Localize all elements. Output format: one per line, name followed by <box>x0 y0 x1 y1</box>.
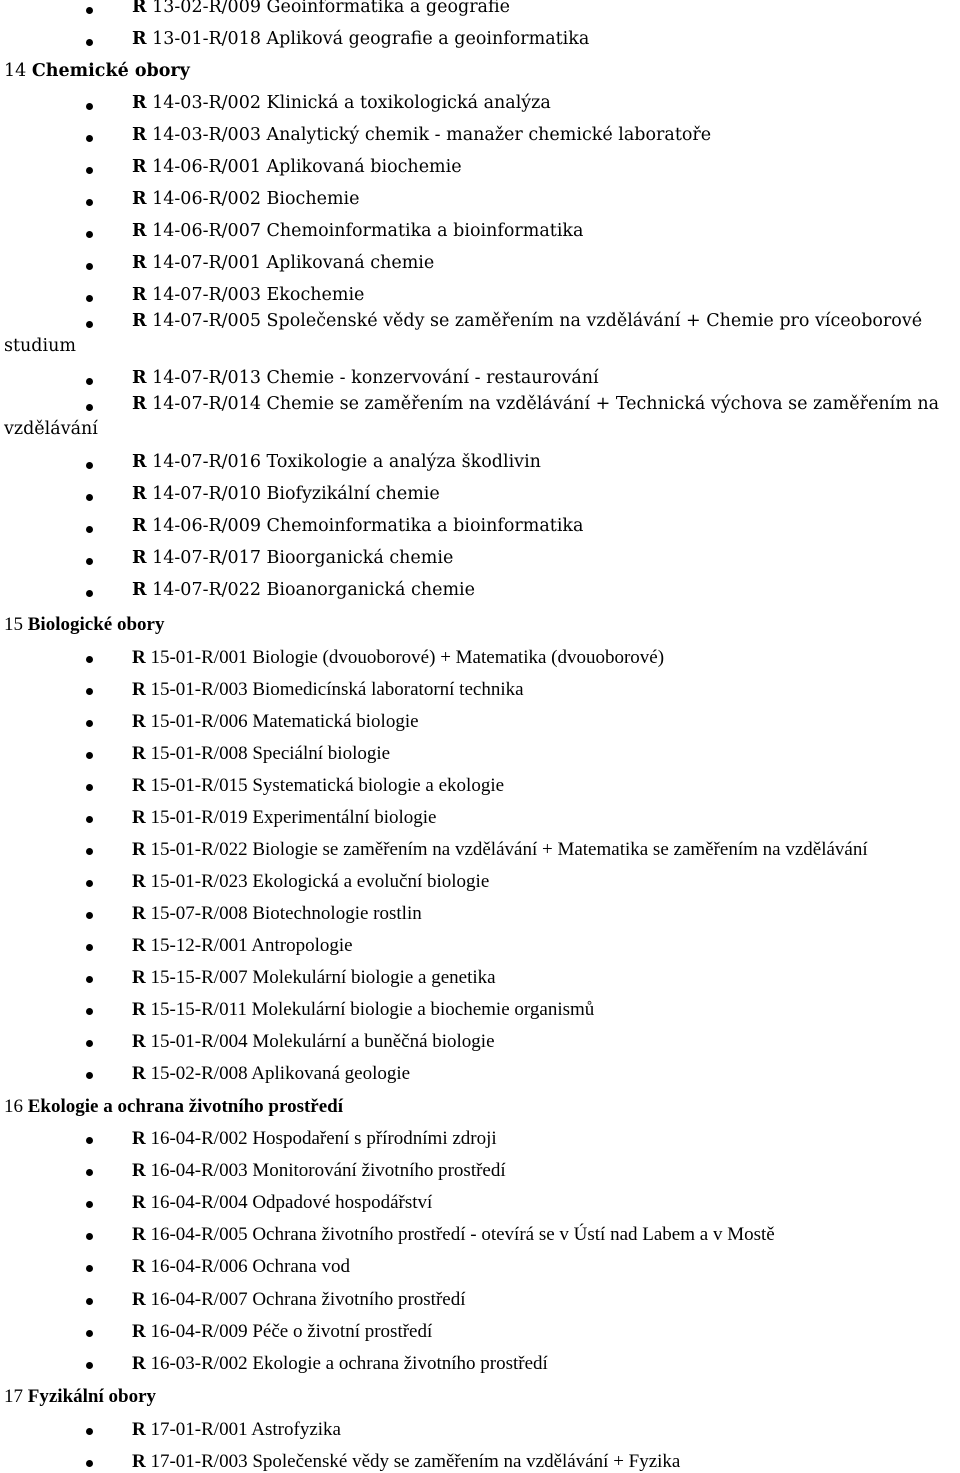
program-type-code: R <box>132 839 146 860</box>
list-item <box>132 287 364 305</box>
bullet-icon <box>86 404 93 411</box>
list-item <box>132 31 589 49</box>
list-item <box>132 1354 548 1373</box>
bullet-icon <box>86 912 93 919</box>
program-type-code: R <box>132 967 146 988</box>
program-name: 14-06-R/009 Chemoinformatika a bioinformatika <box>152 516 584 536</box>
program-name: 15-01-R/006 Matematická biologie <box>150 711 419 732</box>
program-name: 14-07-R/010 Biofyzikální chemie <box>152 484 440 504</box>
program-type-code: R <box>132 1256 146 1277</box>
list-item <box>132 1257 350 1276</box>
program-type-code: R <box>132 157 147 177</box>
program-type-code: R <box>132 999 146 1020</box>
program-type-code: R <box>132 253 147 273</box>
program-name: 14-07-R/003 Ekochemie <box>152 285 365 305</box>
list-item <box>132 1000 594 1019</box>
list-item <box>132 776 504 795</box>
program-type-code: R <box>132 1031 146 1052</box>
list-item <box>132 1322 432 1341</box>
program-name: 14-07-R/013 Chemie - konzervování - restaurování <box>152 368 599 388</box>
program-type-code: R <box>132 1224 146 1245</box>
list-item <box>132 550 453 568</box>
list-item <box>132 1452 680 1471</box>
list-item <box>132 840 868 859</box>
program-name: 15-01-R/008 Speciální biologie <box>150 743 391 764</box>
bullet-icon <box>86 688 93 695</box>
bullet-icon <box>86 1008 93 1015</box>
bullet-icon <box>86 1040 93 1047</box>
list-item <box>132 95 551 113</box>
section-title: Fyzikální obory <box>27 1386 157 1407</box>
list-item <box>132 191 360 209</box>
bullet-icon <box>86 295 93 302</box>
bullet-icon <box>86 1362 93 1369</box>
program-name: 16-04-R/005 Ochrana životního prostředí - otevírá se v Ústí nad Labem a v Mostě <box>150 1224 775 1245</box>
program-type-code: R <box>132 221 147 241</box>
bullet-icon <box>86 1298 93 1305</box>
bullet-icon <box>86 135 93 142</box>
bullet-icon <box>86 1201 93 1208</box>
list-item <box>132 486 440 504</box>
list-item <box>132 1032 495 1051</box>
program-type-code: R <box>132 871 146 892</box>
program-name: 16-03-R/002 Ekologie a ochrana životního prostředí <box>150 1353 548 1374</box>
list-item <box>132 744 390 763</box>
program-name: 14-03-R/003 Analytický chemik - manažer chemické laboratoře <box>152 125 712 145</box>
bullet-icon <box>86 167 93 174</box>
program-type-code: R <box>132 1063 146 1084</box>
list-item <box>132 1290 466 1309</box>
program-name: 14-07-R/016 Toxikologie a analýza škodlivin <box>152 452 541 472</box>
program-type-code: R <box>132 29 147 49</box>
program-name: 14-06-R/002 Biochemie <box>152 189 360 209</box>
program-type-code: R <box>132 1419 146 1440</box>
program-type-code: R <box>132 484 147 504</box>
program-type-code: R <box>132 679 146 700</box>
program-name: 16-04-R/006 Ochrana vod <box>150 1256 350 1277</box>
program-name: 16-04-R/007 Ochrana životního prostředí <box>150 1289 466 1310</box>
bullet-icon <box>86 590 93 597</box>
program-name: 14-07-R/022 Bioanorganická chemie <box>152 580 476 600</box>
program-name: 14-07-R/014 Chemie se zaměřením na vzdělávání + Technická výchova se zaměřením na <box>152 394 940 414</box>
list-item <box>132 936 353 955</box>
list-item <box>132 127 711 145</box>
list-item <box>132 518 583 536</box>
bullet-icon <box>86 231 93 238</box>
list-item <box>132 1064 410 1083</box>
program-type-code: R <box>132 452 147 472</box>
program-type-code: R <box>132 1192 146 1213</box>
bullet-icon <box>86 1137 93 1144</box>
program-name: 16-04-R/004 Odpadové hospodářství <box>150 1192 433 1213</box>
bullet-icon <box>86 1265 93 1272</box>
program-type-code: R <box>132 1353 146 1374</box>
program-name: 17-01-R/003 Společenské vědy se zaměřením na vzdělávání + Fyzika <box>150 1451 681 1472</box>
program-type-code: R <box>132 93 147 113</box>
list-item <box>132 0 510 17</box>
program-name: 13-02-R/009 Geoinformatika a geografie <box>152 0 511 17</box>
program-name: 15-01-R/003 Biomedicínská laboratorní technika <box>150 679 524 700</box>
list-item <box>132 968 496 987</box>
list-item <box>132 680 524 699</box>
section-number: 17 <box>4 1386 23 1407</box>
list-item <box>132 1129 497 1148</box>
program-type-code: R <box>132 311 147 331</box>
section-number: 16 <box>4 1096 23 1117</box>
program-name: 17-01-R/001 Astrofyzika <box>150 1419 341 1440</box>
program-type-code: R <box>132 935 146 956</box>
program-name: 15-12-R/001 Antropologie <box>150 935 353 956</box>
bullet-icon <box>86 944 93 951</box>
list-item <box>132 1225 775 1244</box>
list-item <box>132 1420 341 1439</box>
program-name: 16-04-R/003 Monitorování životního prostředí <box>150 1160 506 1181</box>
program-type-code: R <box>132 807 146 828</box>
program-name: 15-01-R/019 Experimentální biologie <box>150 807 437 828</box>
bullet-icon <box>86 462 93 469</box>
program-name: 15-01-R/015 Systematická biologie a ekologie <box>150 775 505 796</box>
section-heading <box>4 1097 343 1116</box>
section-title: Ekologie a ochrana životního prostředí <box>27 1096 344 1117</box>
list-item <box>132 1193 432 1212</box>
program-name: 14-07-R/005 Společenské vědy se zaměřením na vzdělávání + Chemie pro víceoborové <box>152 311 923 331</box>
list-item <box>132 255 434 273</box>
bullet-icon <box>86 1330 93 1337</box>
program-name: 14-07-R/017 Bioorganická chemie <box>152 548 454 568</box>
bullet-icon <box>86 39 93 46</box>
program-name: 14-07-R/001 Aplikovaná chemie <box>152 253 435 273</box>
program-name: 15-01-R/022 Biologie se zaměřením na vzdělávání + Matematika se zaměřením na vzdělávání <box>150 839 868 860</box>
bullet-icon <box>86 784 93 791</box>
list-item <box>132 872 489 891</box>
program-name: 15-07-R/008 Biotechnologie rostlin <box>150 903 422 924</box>
bullet-icon <box>86 752 93 759</box>
program-type-code: R <box>132 548 147 568</box>
bullet-icon <box>86 263 93 270</box>
bullet-icon <box>86 976 93 983</box>
list-item <box>132 648 664 667</box>
program-name: 14-06-R/007 Chemoinformatika a bioinformatika <box>152 221 584 241</box>
section-heading <box>4 615 164 634</box>
bullet-icon <box>86 526 93 533</box>
bullet-icon <box>86 1233 93 1240</box>
program-type-code: R <box>132 516 147 536</box>
list-item <box>132 712 419 731</box>
program-name: 15-01-R/001 Biologie (dvouoborové) + Matematika (dvouoborové) <box>150 647 665 668</box>
program-type-code: R <box>132 1451 146 1472</box>
program-type-code: R <box>132 580 147 600</box>
bullet-icon <box>86 321 93 328</box>
program-type-code: R <box>132 743 146 764</box>
program-type-code: R <box>132 189 147 209</box>
section-heading <box>4 1387 156 1406</box>
program-type-code: R <box>132 125 147 145</box>
bullet-icon <box>86 816 93 823</box>
program-name: 15-15-R/007 Molekulární biologie a genetika <box>150 967 496 988</box>
program-type-code: R <box>132 1160 146 1181</box>
list-item <box>132 454 541 472</box>
program-type-code: R <box>132 1321 146 1342</box>
section-heading <box>4 63 190 81</box>
program-name: 14-06-R/001 Aplikovaná biochemie <box>152 157 462 177</box>
program-name: 14-03-R/002 Klinická a toxikologická analýza <box>152 93 551 113</box>
section-number: 14 <box>4 61 27 81</box>
program-type-code: R <box>132 711 146 732</box>
bullet-icon <box>86 1460 93 1467</box>
program-type-code: R <box>132 285 147 305</box>
bullet-icon <box>86 7 93 14</box>
program-type-code: R <box>132 1289 146 1310</box>
list-item <box>132 1161 506 1180</box>
list-item <box>132 582 475 600</box>
bullet-icon <box>86 1072 93 1079</box>
program-name: 13-01-R/018 Apliková geografie a geoinformatika <box>152 29 590 49</box>
bullet-icon <box>86 494 93 501</box>
list-item <box>132 313 922 331</box>
program-type-code: R <box>132 1128 146 1149</box>
list-item <box>132 904 422 923</box>
bullet-icon <box>86 848 93 855</box>
program-name: 15-15-R/011 Molekulární biologie a biochemie organismů <box>150 999 595 1020</box>
program-name: 16-04-R/002 Hospodaření s přírodními zdroji <box>150 1128 497 1149</box>
list-item <box>132 370 599 388</box>
program-type-code: R <box>132 394 147 414</box>
program-name: 15-02-R/008 Aplikovaná geologie <box>150 1063 411 1084</box>
program-type-code: R <box>132 368 147 388</box>
section-title: Biologické obory <box>27 614 165 635</box>
bullet-icon <box>86 558 93 565</box>
program-type-code: R <box>132 903 146 924</box>
program-type-code: R <box>132 775 146 796</box>
bullet-icon <box>86 880 93 887</box>
list-item <box>132 223 583 241</box>
program-name: 15-01-R/004 Molekulární a buněčná biologie <box>150 1031 495 1052</box>
bullet-icon <box>86 103 93 110</box>
bullet-icon <box>86 378 93 385</box>
wrapped-line: vzdělávání <box>4 419 98 439</box>
list-item <box>132 396 939 414</box>
list-item <box>132 808 437 827</box>
bullet-icon <box>86 656 93 663</box>
bullet-icon <box>86 199 93 206</box>
bullet-icon <box>86 1428 93 1435</box>
wrapped-line: studium <box>4 336 76 356</box>
program-type-code: R <box>132 0 147 17</box>
program-name: 16-04-R/009 Péče o životní prostředí <box>150 1321 433 1342</box>
program-name: 15-01-R/023 Ekologická a evoluční biologie <box>150 871 490 892</box>
section-number: 15 <box>4 614 23 635</box>
program-type-code: R <box>132 647 146 668</box>
bullet-icon <box>86 720 93 727</box>
bullet-icon <box>86 1169 93 1176</box>
list-item <box>132 159 462 177</box>
section-title: Chemické obory <box>31 61 190 81</box>
